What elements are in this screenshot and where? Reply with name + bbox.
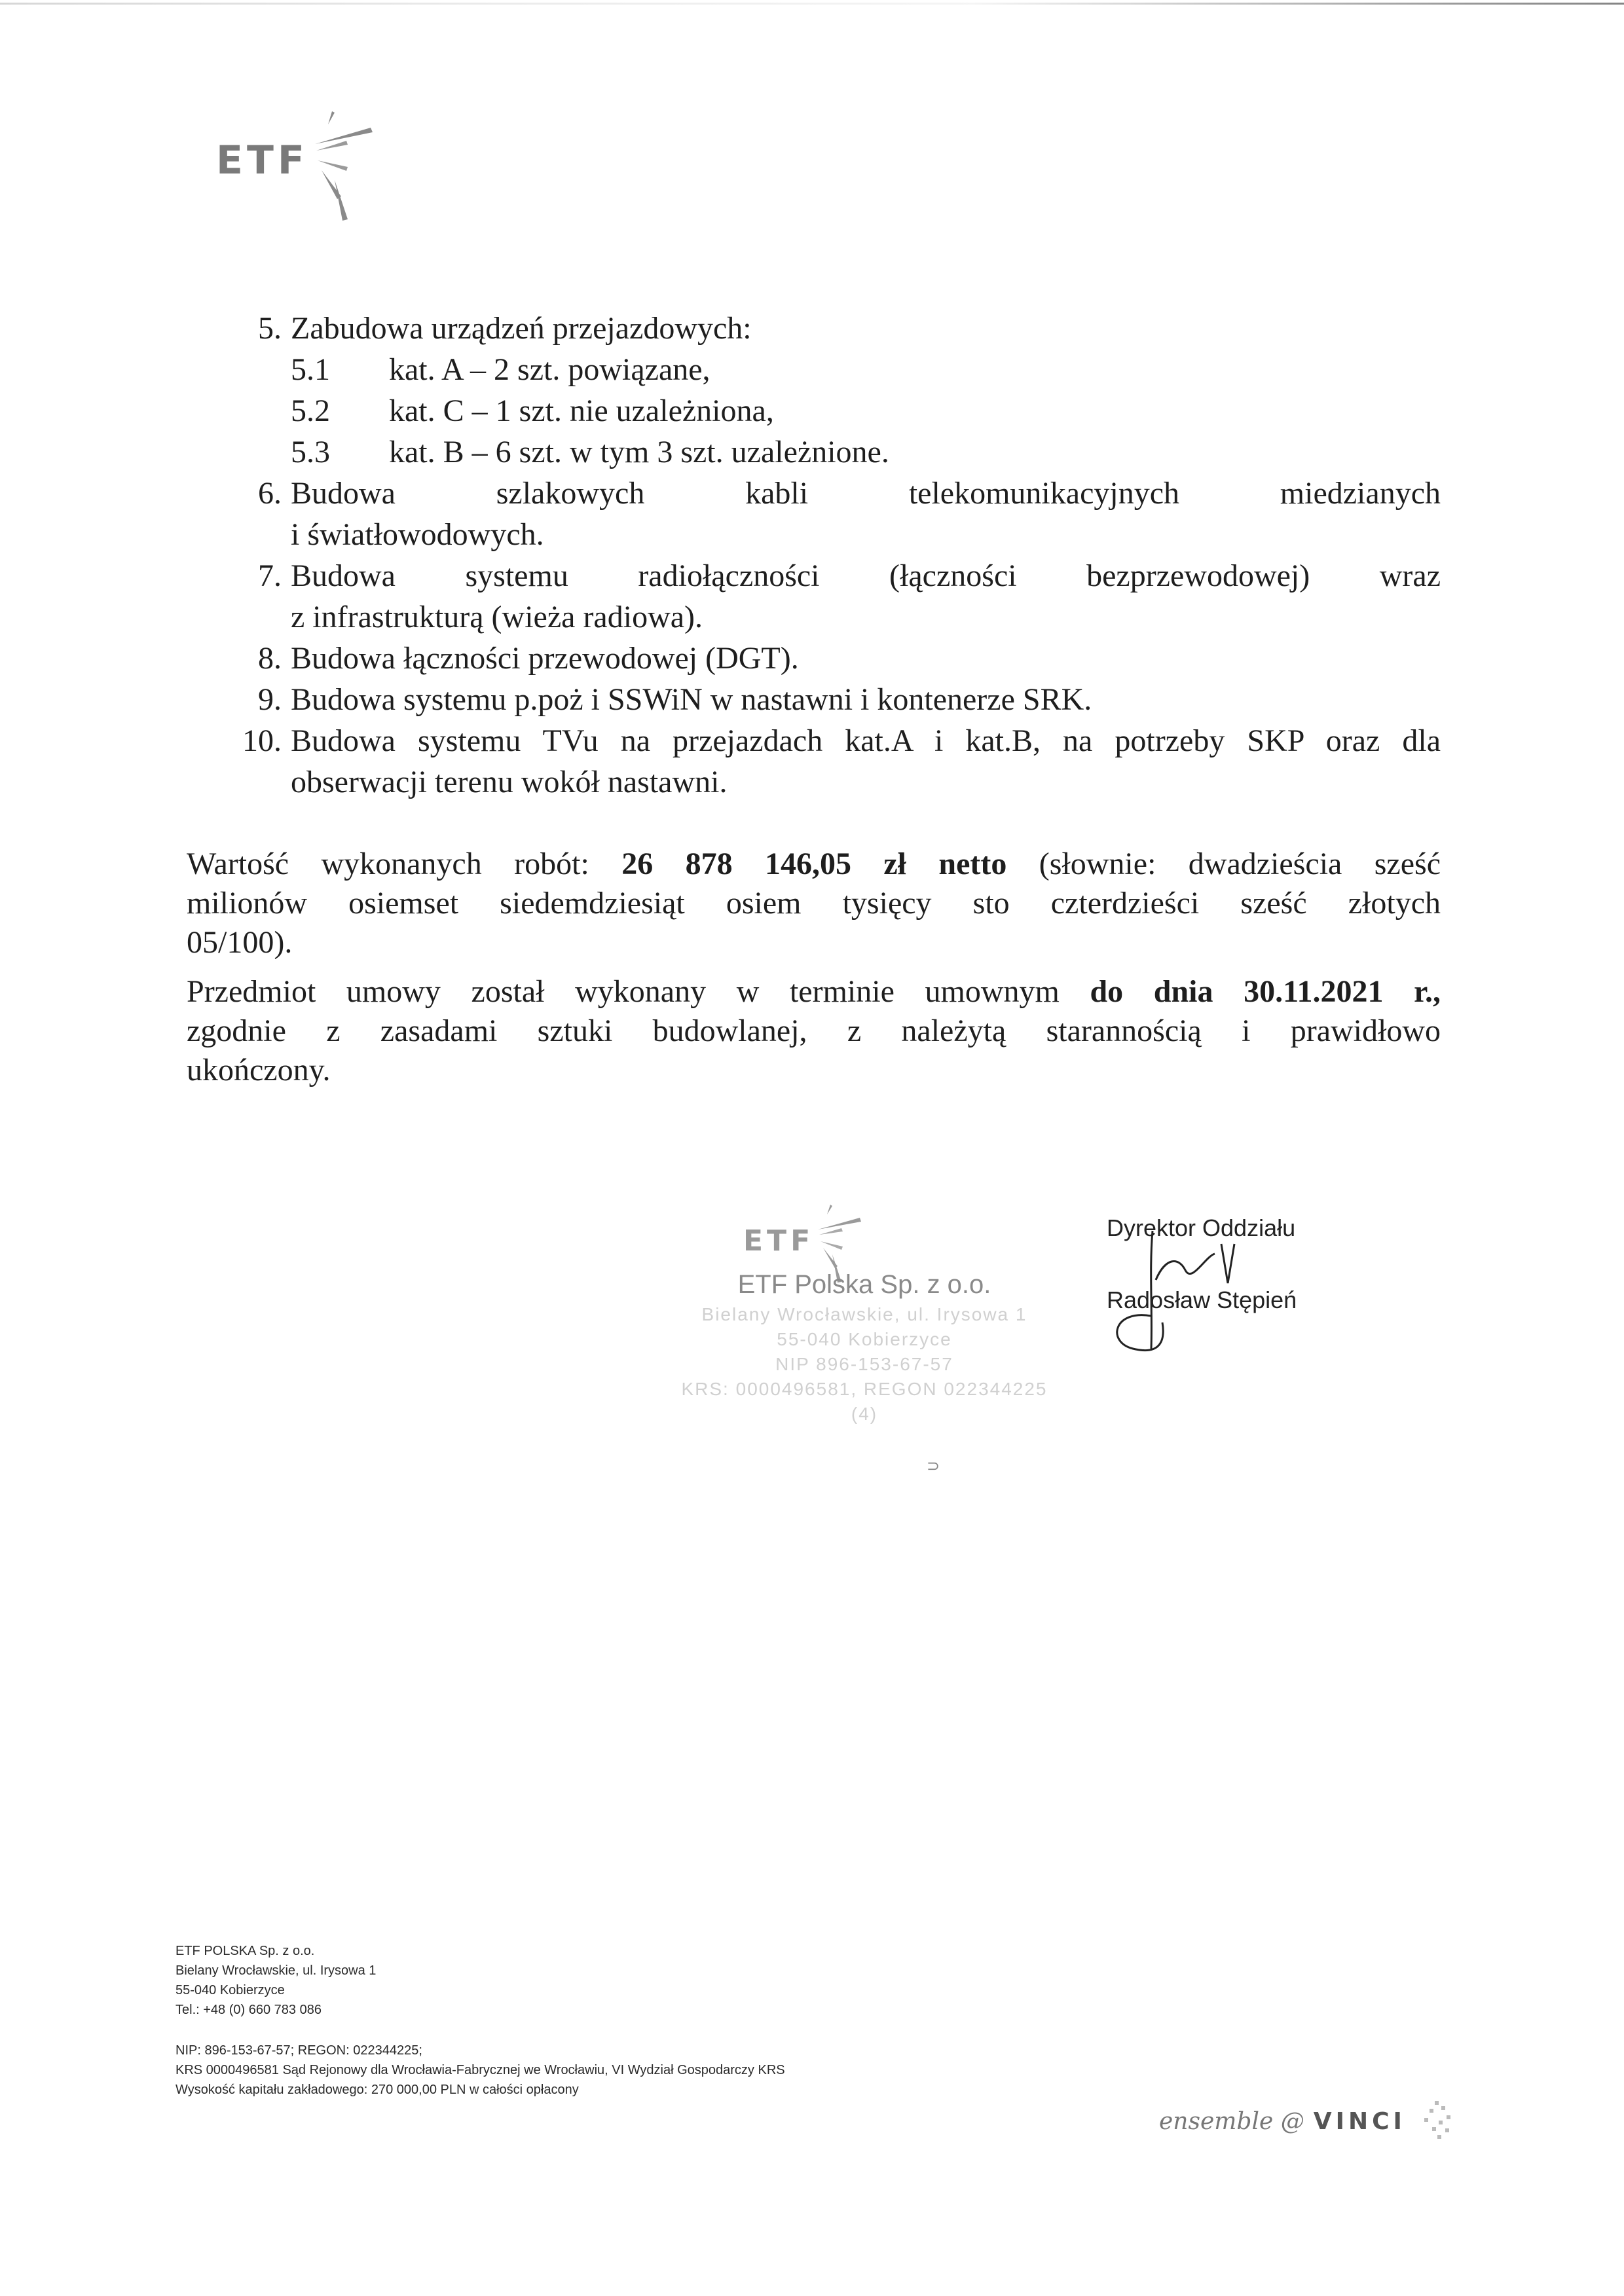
sub-item-text: kat. B – 6 szt. w tym 3 szt. uzależnione. xyxy=(389,435,889,469)
etf-logo-rays-icon xyxy=(308,98,407,223)
deadline-date: do dnia 30.11.2021 r., xyxy=(1090,974,1441,1009)
list-item-text-line1: Budowa szlakowych kabli telekomunikacyjnych miedzianych xyxy=(291,476,1441,511)
footer xyxy=(175,1941,785,2100)
value-line-1 xyxy=(187,845,1441,884)
vinci-mark-icon xyxy=(1415,2098,1461,2144)
list-item-number: 10. xyxy=(242,723,282,758)
vinci-ensemble-text: ensemble @ xyxy=(1159,2107,1304,2135)
deadline-line-1 xyxy=(187,972,1441,1011)
deadline-line-3: ukończony. xyxy=(187,1053,331,1087)
vinci-branding xyxy=(1159,2098,1461,2144)
sub-item-number: 5.2 xyxy=(291,393,330,428)
footer-line: 55-040 Kobierzyce xyxy=(175,1983,285,1997)
stamp-line: (4) xyxy=(851,1404,878,1424)
deadline-line-2: zgodnie z zasadami sztuki budowlanej, z należytą starannością i prawidłowo xyxy=(187,1013,1441,1048)
etf-logo-text: ETF xyxy=(216,137,308,183)
director-title: Dyrektor Oddziału xyxy=(1107,1214,1296,1241)
list-item-9 xyxy=(196,679,1441,720)
scan-edge-line xyxy=(0,3,1624,5)
value-line-2: milionów osiemset siedemdziesiąt osiem tysięcy sto czterdzieści sześć złotych xyxy=(187,886,1441,920)
list-item-5 xyxy=(196,308,1441,473)
list-item-7 xyxy=(196,555,1441,638)
works-list xyxy=(196,308,1441,803)
list-item-number: 8. xyxy=(258,641,282,676)
list-item-6 xyxy=(196,473,1441,555)
list-item-text-line2: i światłowodowych. xyxy=(291,517,544,552)
footer-line: Wysokość kapitału zakładowego: 270 000,00 PLN w całości opłacony xyxy=(175,2083,579,2097)
value-amount: 26 878 146,05 zł netto xyxy=(621,847,1007,881)
footer-line: KRS 0000496581 Sąd Rejonowy dla Wrocławia-Fabrycznej we Wrocławiu, VI Wydział Gospodarczy KRS xyxy=(175,2063,785,2077)
stamp-line: NIP 896-153-67-57 xyxy=(775,1354,953,1374)
list-item-number: 9. xyxy=(258,682,282,717)
value-words-start: (słownie: dwadzieścia sześć xyxy=(1006,847,1441,881)
list-item-10 xyxy=(196,720,1441,803)
vinci-logo-text: VINCI xyxy=(1313,2107,1406,2135)
stamp-logo-text: ETF xyxy=(743,1224,815,1258)
stamp-company-name: ETF Polska Sp. z o.o. xyxy=(737,1270,991,1299)
list-item-text: Budowa łączności przewodowej (DGT). xyxy=(291,641,799,676)
value-line-3: 05/100). xyxy=(187,925,293,960)
sub-item-5-2 xyxy=(196,390,1441,431)
deadline-paragraph xyxy=(187,972,1441,1090)
footer-line: Tel.: +48 (0) 660 783 086 xyxy=(175,2003,322,2017)
list-item-text-line1: Budowa systemu TVu na przejazdach kat.A i kat.B, na potrzeby SKP oraz dla xyxy=(291,723,1441,758)
etf-logo xyxy=(216,98,407,223)
list-item-8 xyxy=(196,638,1441,679)
list-item-number: 7. xyxy=(258,558,282,593)
stamp-line: 55-040 Kobierzyce xyxy=(777,1329,952,1349)
list-item-text: Budowa systemu p.poż i SSWiN w nastawni i kontenerze SRK. xyxy=(291,682,1092,717)
list-item-text-line2: z infrastrukturą (wieża radiowa). xyxy=(291,600,703,634)
value-prefix: Wartość wykonanych robót: xyxy=(187,847,622,881)
footer-line: NIP: 896-153-67-57; REGON: 022344225; xyxy=(175,2043,422,2058)
value-paragraph xyxy=(187,845,1441,962)
company-stamp xyxy=(616,1270,1113,1427)
handwritten-signature xyxy=(1074,1218,1323,1368)
sub-item-number: 5.1 xyxy=(291,352,330,387)
footer-line: ETF POLSKA Sp. z o.o. xyxy=(175,1944,315,1958)
stamp-line: KRS: 0000496581, REGON 022344225 xyxy=(681,1379,1048,1399)
list-item-text: Zabudowa urządzeń przejazdowych: xyxy=(291,311,752,346)
list-item-number: 6. xyxy=(258,476,282,511)
deadline-prefix: Przedmiot umowy został wykonany w terminie umownym xyxy=(187,974,1090,1009)
sub-item-5-1 xyxy=(196,349,1441,390)
stamp-line: Bielany Wrocławskie, ul. Irysowa 1 xyxy=(701,1304,1027,1324)
sub-item-text: kat. C – 1 szt. nie uzależniona, xyxy=(389,393,774,428)
small-mark: ⊃ xyxy=(927,1457,940,1475)
list-item-text-line2: obserwacji terenu wokół nastawni. xyxy=(291,765,728,799)
director-name: Radosław Stępień xyxy=(1107,1286,1297,1313)
list-item-text-line1: Budowa systemu radiołączności (łączności bezprzewodowej) wraz xyxy=(291,558,1441,593)
sub-item-5-3 xyxy=(196,431,1441,473)
list-item-number: 5. xyxy=(258,311,282,346)
sub-item-text: kat. A – 2 szt. powiązane, xyxy=(389,352,710,387)
sub-item-number: 5.3 xyxy=(291,435,330,469)
footer-line: Bielany Wrocławskie, ul. Irysowa 1 xyxy=(175,1963,377,1978)
